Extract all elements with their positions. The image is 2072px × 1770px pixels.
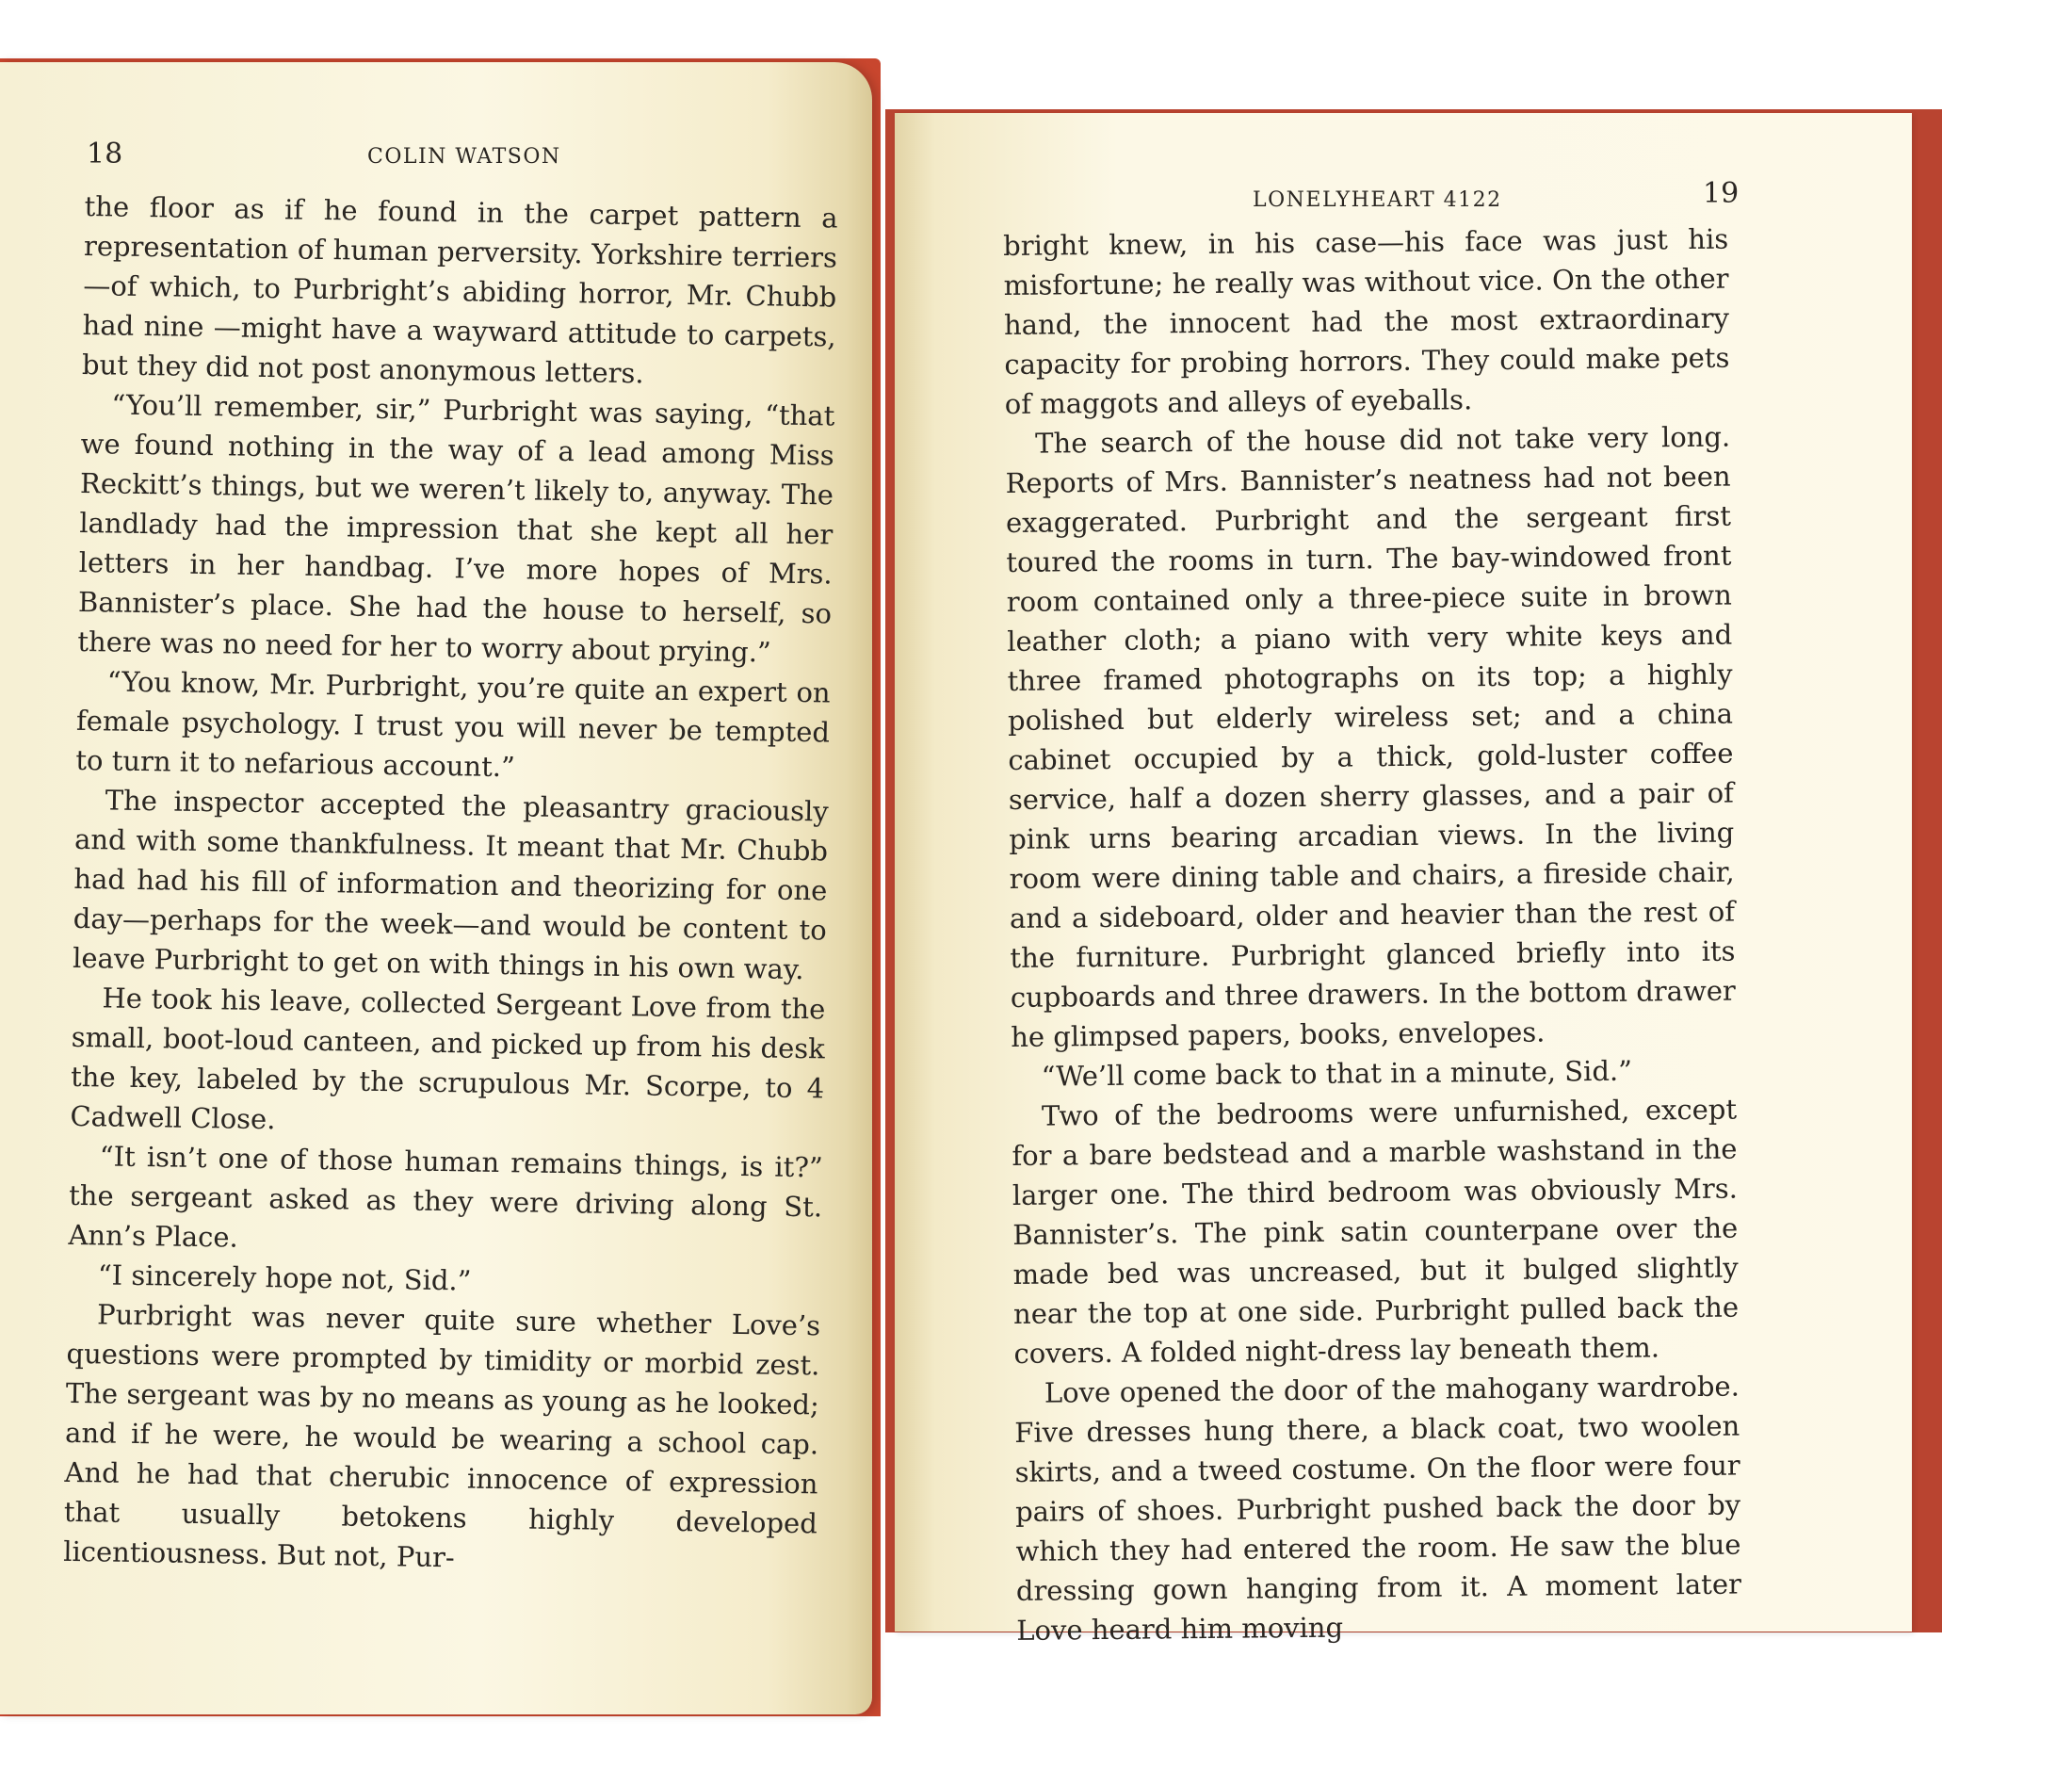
paragraph: Two of the bedrooms were unfurnished, except for a bare bedstead and a marble washstand in the larger one. The third bedroom was obviously Mrs. Bannister’s. The pink satin counterpane over the made bed was uncreased, but it bulged slightly near the top at one side. Purbright pulled back the covers. A folded night-dress lay beneath them. bbox=[1012, 1093, 1740, 1370]
left-page-number: 18 bbox=[87, 138, 123, 171]
right-running-head: LONELYHEART 4122 bbox=[1253, 188, 1502, 212]
paragraph: bright knew, in his case—his face was just his misfortune; he really was without vice. On the other hand, the innocent had the most extraordinary capacity for probing horrors. They could make pets of maggots and alleys of eyeballs. bbox=[1003, 222, 1730, 420]
paragraph: The inspector accepted the pleasantry graciously and with some thankfulness. It meant that Mr. Chubb had had his fill of information and theorizing for one day—perhaps for the week—and would be content to leave Purbright to get on with things in his own way. bbox=[72, 784, 829, 986]
paragraph: “It isn’t one of those human remains things, is it?” the sergeant asked as they were driving along St. Ann’s Place. bbox=[68, 1140, 824, 1254]
left-page-text bbox=[63, 187, 838, 1583]
paragraph: “You know, Mr. Purbright, you’re quite an expert on female psychology. I trust you will never be tempted to turn it to nefarious account.” bbox=[75, 665, 831, 784]
paragraph: Purbright was never quite sure whether Love’s questions were prompted by timidity or morbid zest. The sergeant was by no means as young as he looked; and if he were, he would be wearing a school cap. And he had that cherubic innocence of expression that usually betokens highly developed licentiousness. But not, Pur- bbox=[62, 1298, 821, 1574]
right-page-text bbox=[1003, 219, 1741, 1650]
left-running-head: COLIN WATSON bbox=[367, 145, 561, 169]
paragraph: the floor as if he found in the carpet pattern a representation of human perversity. Yorkshire terriers—of which, to Purbright’s abiding horror, Mr. Chubb had nine —might have a wayward attitude to carpets, but they did not post anonymous letters. bbox=[81, 189, 838, 390]
paragraph: He took his leave, collected Sergeant Love from the small, boot-loud canteen, and picked up from his desk the key, labeled by the scrupulous Mr. Scorpe, to 4 Cadwell Close. bbox=[70, 982, 826, 1136]
right-page-number: 19 bbox=[1703, 177, 1740, 210]
paragraph: “You’ll remember, sir,” Purbright was saying, “that we found nothing in the way of a lead among Miss Reckitt’s things, but we weren’t likely to, anyway. The landlady had the impression that she kept all her letters in her handbag. I’ve more hopes of Mrs. Bannister’s place. She had the house to herself, so there was no need for her to worry about prying.” bbox=[77, 388, 835, 669]
paragraph: “We’ll come back to that in a minute, Sid.” bbox=[1041, 1054, 1633, 1093]
left-page bbox=[0, 62, 872, 1714]
paragraph: Love opened the door of the mahogany wardrobe. Five dresses hung there, a black coat, two woolen skirts, and a tweed costume. On the floor were four pairs of shoes. Purbright pushed back the door by which they had entered the room. He saw the blue dressing gown hanging from it. A moment later Love heard him moving bbox=[1014, 1370, 1742, 1647]
paragraph: The search of the house did not take very long. Reports of Mrs. Bannister’s neatness had not been exaggerated. Purbright and the sergeant first toured the rooms in turn. The bay-windowed front room contained only a three-piece suite in brown leather cloth; a piano with very white keys and three framed photographs on its top; a highly polished but elderly wireless set; and a china cabinet occupied by a thick, gold-luster coffee service, half a dozen sherry glasses, and a pair of pink urns bearing arcadian views. In the living room were dining table and chairs, a fireside chair, and a sideboard, older and heavier than the rest of the furniture. Purbright glanced briefly into its cupboards and three drawers. In the bottom drawer he glimpsed papers, books, envelopes. bbox=[1005, 420, 1736, 1053]
right-page bbox=[895, 113, 1912, 1647]
paragraph: “I sincerely hope not, Sid.” bbox=[97, 1258, 472, 1297]
